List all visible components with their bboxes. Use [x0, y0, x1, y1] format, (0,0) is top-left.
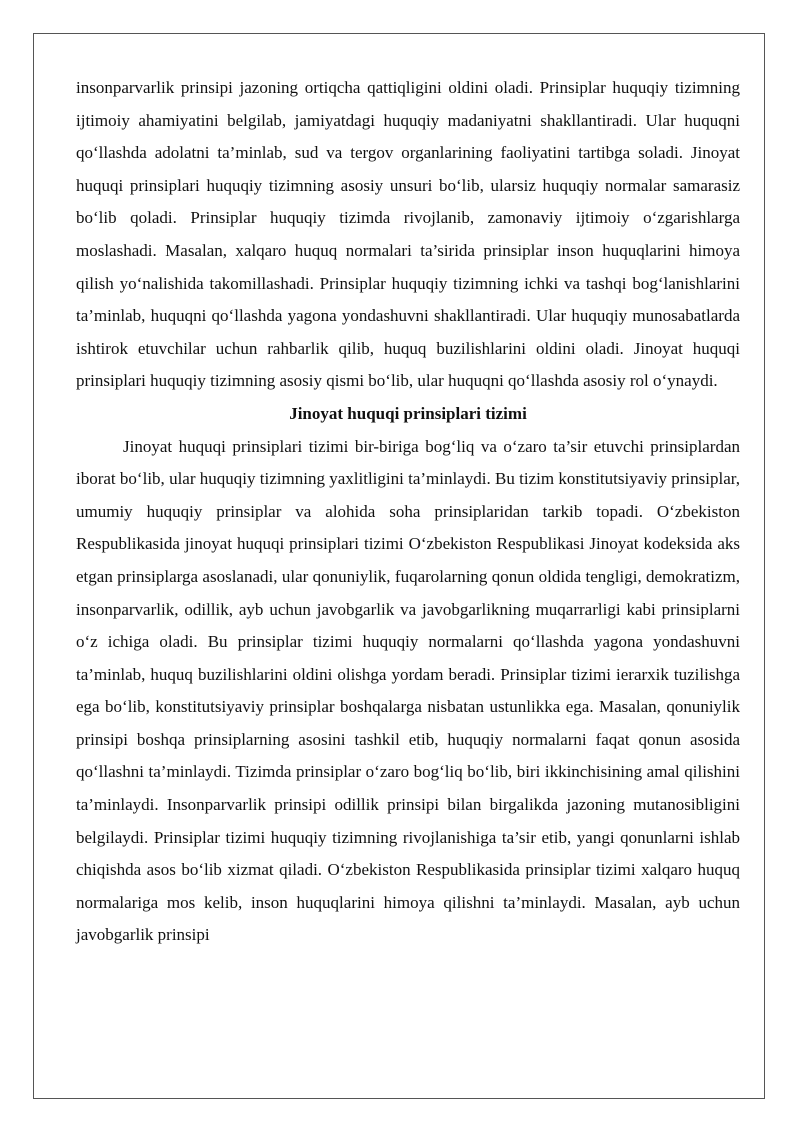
section-heading: Jinoyat huquqi prinsiplari tizimi: [289, 403, 527, 423]
paragraph-2: Jinoyat huquqi prinsiplari tizimi bir-biriga bog‘liq va o‘zaro ta’sir etuvchi prinsiplardan iborat bo‘lib, ular huquqiy tizimning yaxlitligini ta’minlaydi. Bu tizim konstitutsiyaviy prinsiplar, umumiy huquqiy prinsiplar va alohida soha prinsiplaridan tarkib topadi. O‘zbekiston Respublikasida jinoyat huquqi prinsiplari tizimi O‘zbekiston Respublikasi Jinoyat kodeksida aks etgan prinsiplarga asoslanadi, ular qonuniylik, fuqarolarning qonun oldida tengligi, demokratizm, insonparvarlik, odillik, ayb uchun javobgarlik va javobgarlikning muqarrarligi kabi prinsiplarni o‘z ichiga oladi. Bu prinsiplar tizimi huquqiy normalarni qo‘llashda yagona yondashuvni ta’minlab, huquq buzilishlarini oldini olishga yordam beradi. Prinsiplar tizimi ierarxik tuzilishga ega bo‘lib, konstitutsiyaviy prinsiplar boshqalarga nisbatan ustunlikka ega. Masalan, qonuniylik prinsipi boshqa prinsiplarning asosini tashkil etib, huquqiy normalarni faqat qonun asosida qo‘llashni ta’minlaydi. Tizimda prinsiplar o‘zaro bog‘liq bo‘lib, biri ikkinchisining amal qilishini ta’minlaydi. Insonparvarlik prinsipi odillik prinsipi bilan birgalikda jazoning mutanosibligini belgilaydi. Prinsiplar tizimi huquqiy tizimning rivojlanishiga ta’sir etib, yangi qonunlarni ishlab chiqishda asos bo‘lib xizmat qiladi. O‘zbekiston Respublikasida prinsiplar tizimi xalqaro huquq normalariga mos kelib, inson huquqlarini himoya qilishni ta’minlaydi. Masalan, ayb uchun javobgarlik prinsipi: [76, 436, 740, 945]
document-body: [76, 72, 740, 952]
paragraph-1: insonparvarlik prinsipi jazoning ortiqcha qattiqligini oldini oladi. Prinsiplar huquqiy tizimning ijtimoiy ahamiyatini belgilab, jamiyatdagi huquqiy madaniyatni shakllantiradi. Ular huquqni qo‘llashda adolatni ta’minlab, sud va tergov organlarining faoliyatini tartibga soladi. Jinoyat huquqi prinsiplari huquqiy tizimning asosiy unsuri bo‘lib, ularsiz huquqiy normalar samarasiz bo‘lib qoladi. Prinsiplar huquqiy tizimda rivojlanib, zamonaviy ijtimoiy o‘zgarishlarga moslashadi. Masalan, xalqaro huquq normalari ta’sirida prinsiplar inson huquqlarini himoya qilish yo‘nalishida takomillashadi. Prinsiplar huquqiy tizimning ichki va tashqi bog‘lanishlarini ta’minlab, huquqni qo‘llashda yagona yondashuvni shakllantiradi. Ular huquqiy munosabatlarda ishtirok etuvchilar uchun rahbarlik qilib, huquq buzilishlarini oldini oladi. Jinoyat huquqi prinsiplari huquqiy tizimning asosiy qismi bo‘lib, ular huquqni qo‘llashda asosiy rol o‘ynaydi.: [76, 78, 740, 391]
